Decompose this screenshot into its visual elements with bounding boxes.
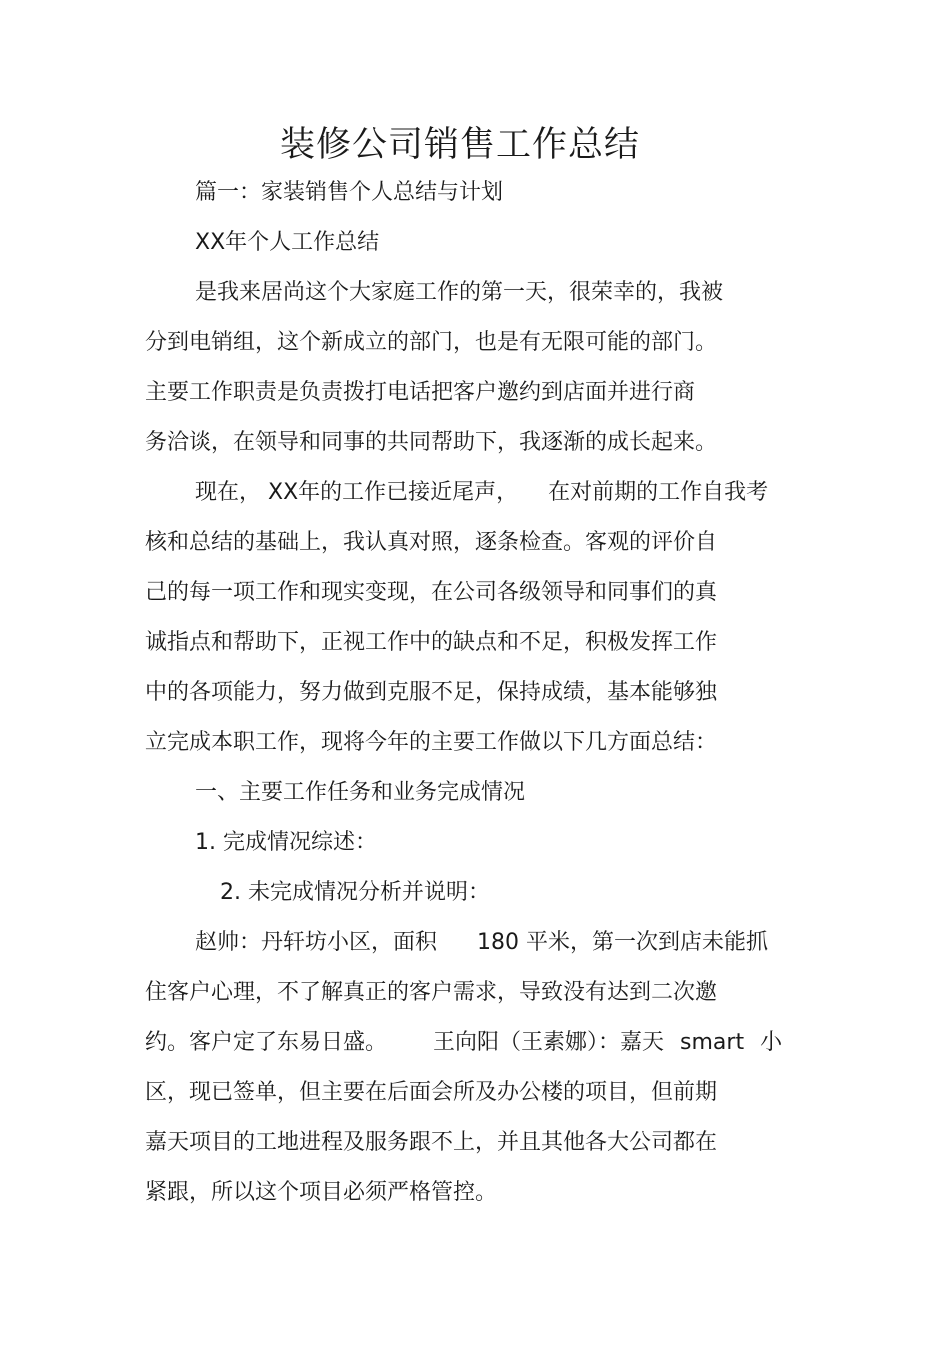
paragraph-line: 分到电销组，这个新成立的部门，也是有无限可能的部门。 bbox=[145, 330, 718, 355]
paragraph-line: 主要工作职责是负责拨打电话把客户邀约到店面并进行商 bbox=[145, 380, 696, 405]
paragraph-line-segment: 现在， XX年的工作已接近尾声， bbox=[195, 480, 519, 505]
paragraph-line: 核和总结的基础上，我认真对照，逐条检查。客观的评价自 bbox=[145, 530, 718, 555]
paragraph-line-segment: smart bbox=[680, 1030, 745, 1055]
paragraph-line: 中的各项能力，努力做到克服不足，保持成绩，基本能够独 bbox=[145, 680, 718, 705]
paragraph-line: 务洽谈，在领导和同事的共同帮助下，我逐渐的成长起来。 bbox=[145, 430, 718, 455]
paragraph-line bbox=[195, 928, 768, 958]
section-heading-part-one: 篇一：家装销售个人总结与计划 bbox=[195, 180, 504, 205]
paragraph-line-segment: 180 平米，第一次到店未能抓 bbox=[477, 930, 769, 955]
paragraph-line: 嘉天项目的工地进程及服务跟不上，并且其他各大公司都在 bbox=[145, 1130, 718, 1155]
list-item-completed-summary: 1. 完成情况综述： bbox=[195, 830, 377, 855]
section-heading-main-tasks: 一、主要工作任务和业务完成情况 bbox=[195, 780, 526, 805]
list-item-incomplete-analysis: 2. 未完成情况分析并说明： bbox=[220, 880, 490, 905]
paragraph-line bbox=[145, 1028, 782, 1058]
paragraph-line-segment: 小 bbox=[760, 1030, 783, 1055]
subheading-annual-summary: XX年个人工作总结 bbox=[195, 230, 380, 255]
paragraph-line: 区，现已签单，但主要在后面会所及办公楼的项目，但前期 bbox=[145, 1080, 718, 1105]
paragraph-line: 己的每一项工作和现实变现，在公司各级领导和同事们的真 bbox=[145, 580, 718, 605]
paragraph-line bbox=[195, 478, 768, 508]
paragraph-line-segment: 在对前期的工作自我考 bbox=[548, 480, 769, 505]
paragraph-line: 立完成本职工作，现将今年的主要工作做以下几方面总结： bbox=[145, 730, 718, 755]
paragraph-line-segment: 王向阳（王素娜）：嘉天 bbox=[433, 1030, 665, 1055]
paragraph-line: 紧跟，所以这个项目必须严格管控。 bbox=[145, 1180, 498, 1205]
paragraph-line: 诚指点和帮助下，正视工作中的缺点和不足，积极发挥工作 bbox=[145, 630, 718, 655]
paragraph-line-segment: 赵帅：丹轩坊小区，面积 bbox=[195, 930, 438, 955]
paragraph-line: 是我来居尚这个大家庭工作的第一天，很荣幸的，我被 bbox=[195, 280, 724, 305]
paragraph-line: 住客户心理，不了解真正的客户需求，导致没有达到二次邀 bbox=[145, 980, 718, 1005]
paragraph-line-segment: 约。客户定了东易日盛。 bbox=[145, 1030, 388, 1055]
document-title: 装修公司销售工作总结 bbox=[279, 125, 640, 165]
